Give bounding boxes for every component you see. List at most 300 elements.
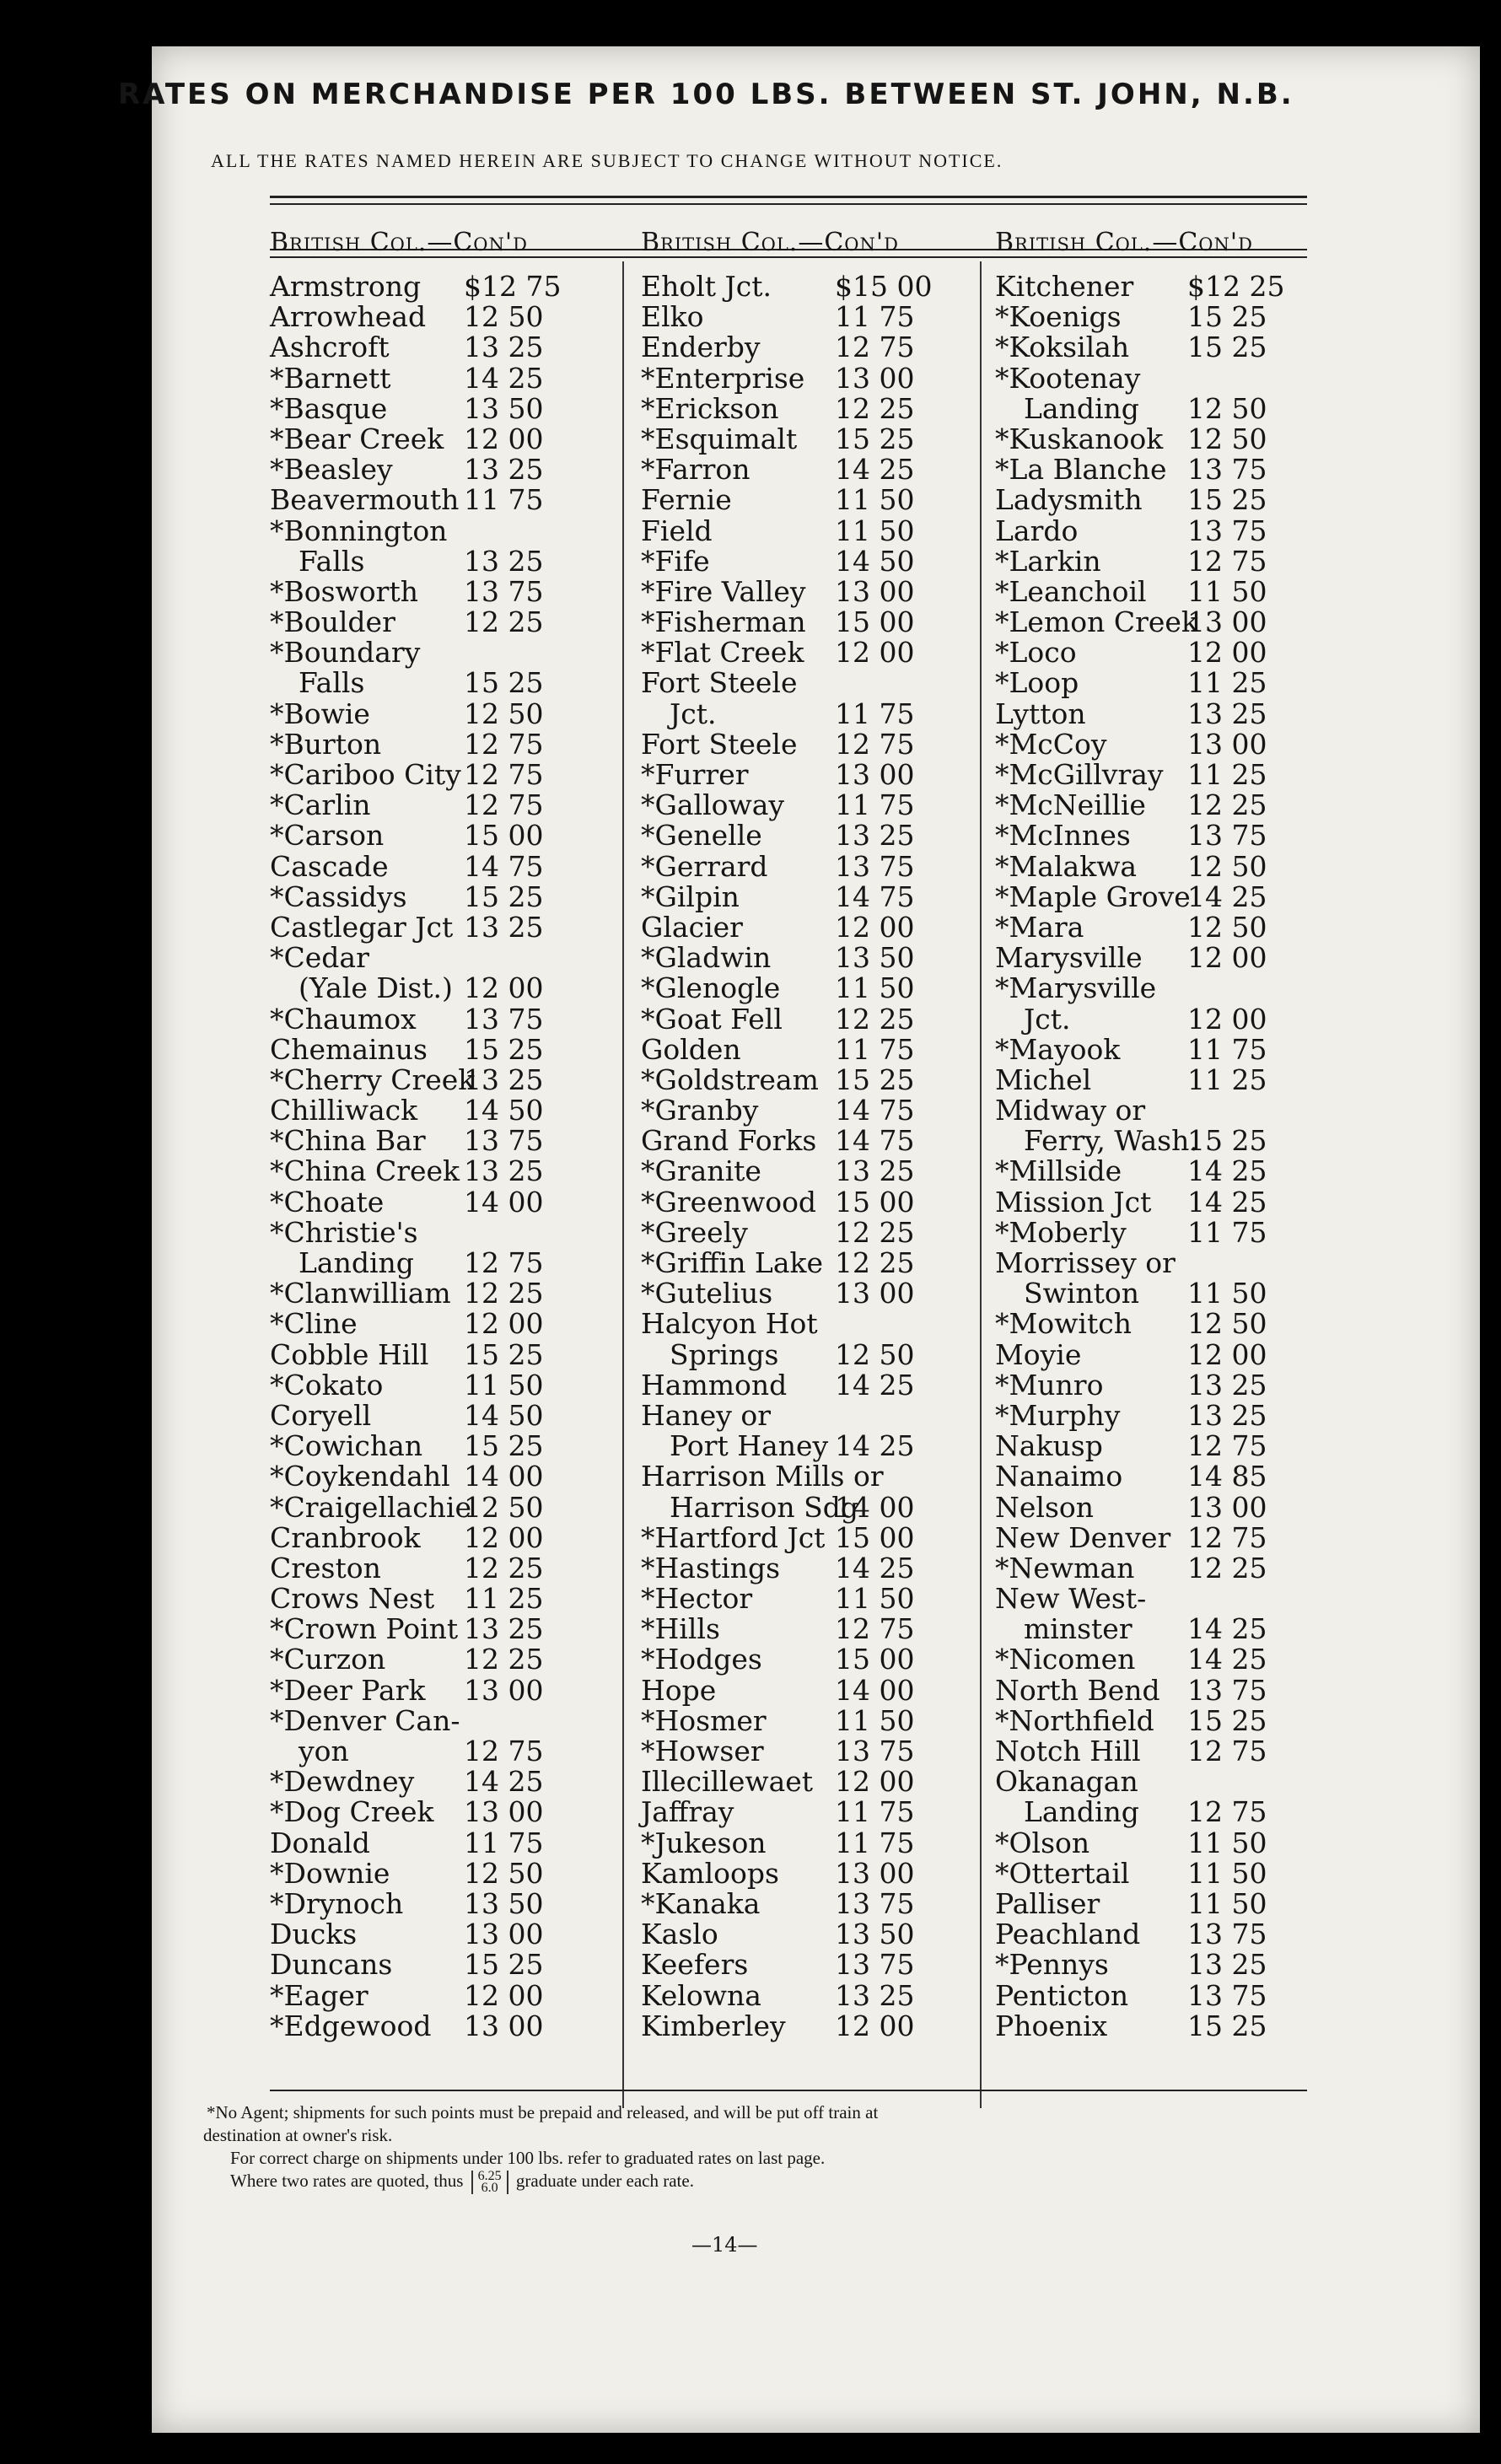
rate-value: 12 00 <box>464 422 544 455</box>
station-name: Arrowhead <box>270 300 427 334</box>
rate-list <box>641 272 987 2042</box>
rate-value: 13 25 <box>464 544 544 578</box>
rate-row <box>641 1126 987 1156</box>
rate-value: 13 75 <box>1187 1673 1267 1707</box>
rate-value: 15 25 <box>835 422 915 455</box>
station-name: Fernie <box>641 483 732 517</box>
station-name: Mission Jct <box>995 1185 1152 1219</box>
rate-value: 12 25 <box>835 1246 915 1279</box>
rate-value: 12 00 <box>464 1307 544 1341</box>
rate-column-1 <box>270 228 624 2042</box>
station-name: *Hills <box>641 1612 720 1646</box>
station-name: *Koenigs <box>995 300 1122 334</box>
rate-value: 13 75 <box>464 1124 544 1158</box>
station-name: *Ottertail <box>995 1856 1130 1890</box>
rate-row <box>995 638 1324 668</box>
rate-value: 13 25 <box>464 1612 544 1646</box>
station-name: Donald <box>270 1826 370 1859</box>
rate-value: 15 00 <box>835 1520 915 1554</box>
rate-row <box>270 363 624 394</box>
rate-row <box>641 912 987 943</box>
station-name: Beavermouth <box>270 483 460 517</box>
rate-value: 13 75 <box>1187 453 1267 487</box>
rate-value: 12 25 <box>464 605 544 639</box>
rate-value: 11 75 <box>835 1032 915 1066</box>
rate-value: 13 25 <box>464 453 544 487</box>
rate-value: 15 25 <box>464 1032 544 1066</box>
rate-row <box>270 973 624 1003</box>
station-name: *Marysville <box>995 971 1157 1005</box>
station-name: Falls <box>299 544 365 578</box>
rate-fraction-top: 6.25 <box>477 2169 502 2184</box>
rate-value: 15 25 <box>1187 1124 1267 1158</box>
station-name: *Burton <box>270 727 382 761</box>
rate-value: 11 50 <box>835 1582 915 1616</box>
station-name: *Maple Grove <box>995 880 1191 913</box>
rate-row <box>270 1215 624 1249</box>
rate-row <box>270 1584 624 1614</box>
station-name: *Hartford Jct <box>641 1520 826 1554</box>
rate-row <box>995 1614 1324 1644</box>
rate-row <box>641 574 987 608</box>
rate-row <box>270 882 624 912</box>
rate-row <box>995 1490 1324 1524</box>
rate-row <box>995 1644 1324 1675</box>
station-name: Chilliwack <box>270 1094 418 1127</box>
rate-row <box>995 849 1324 883</box>
rate-value: 14 00 <box>835 1490 915 1524</box>
footnotes <box>203 2101 1345 2196</box>
rate-row <box>270 574 624 608</box>
station-name: *Boulder <box>270 605 395 639</box>
station-name: Ashcroft <box>270 331 390 364</box>
station-name: *Gilpin <box>641 880 740 913</box>
rate-row <box>641 1095 987 1126</box>
station-name: *Dewdney <box>270 1765 415 1799</box>
rate-value: 13 75 <box>1187 819 1267 853</box>
station-name: Chemainus <box>270 1032 428 1066</box>
rate-value: 13 75 <box>1187 514 1267 547</box>
station-name: *Coykendahl <box>270 1460 450 1493</box>
station-name: Golden <box>641 1032 741 1066</box>
station-name: Coryell <box>270 1398 372 1432</box>
station-name: Creston <box>270 1551 381 1584</box>
rate-row <box>995 2011 1324 2042</box>
station-name: Crows Nest <box>270 1582 435 1616</box>
rate-row <box>641 1461 987 1492</box>
rate-value: 12 75 <box>1187 544 1267 578</box>
rate-value: 11 50 <box>835 483 915 517</box>
rate-value: 12 25 <box>835 1215 915 1249</box>
rate-value: 13 75 <box>464 1002 544 1036</box>
rate-value: 12 25 <box>835 1002 915 1036</box>
station-name: *Moberly <box>995 1215 1127 1249</box>
rate-row <box>995 1004 1324 1035</box>
station-name: *Olson <box>995 1826 1090 1859</box>
rate-value: 11 50 <box>835 971 915 1005</box>
station-name: *Deer Park <box>270 1673 426 1707</box>
station-name: *Chaumox <box>270 1002 417 1036</box>
station-name: Glacier <box>641 910 743 944</box>
rate-value: 13 25 <box>464 1154 544 1188</box>
rate-row <box>641 1978 987 2012</box>
station-name: *Greenwood <box>641 1185 817 1219</box>
rate-row <box>641 1673 987 1707</box>
station-name: Nanaimo <box>995 1460 1123 1493</box>
rate-row <box>995 820 1324 851</box>
rate-row <box>995 1156 1324 1186</box>
rate-row <box>641 1490 987 1524</box>
rate-value: 13 25 <box>464 331 544 364</box>
rate-value: 12 00 <box>1187 1002 1267 1036</box>
station-name: *Howser <box>641 1735 764 1767</box>
rate-value: 14 75 <box>835 880 915 913</box>
station-name: *Cline <box>270 1307 358 1341</box>
rate-row <box>995 302 1324 332</box>
rate-row <box>995 424 1324 455</box>
station-name: *Carson <box>270 819 385 853</box>
rate-row <box>995 1309 1324 1339</box>
rate-row <box>995 699 1324 729</box>
rate-value: 12 75 <box>464 788 544 822</box>
rate-value: 15 25 <box>464 1429 544 1463</box>
rate-value: 15 25 <box>1187 300 1267 334</box>
rate-value: 14 85 <box>1187 1460 1267 1493</box>
rate-value: 12 00 <box>835 2009 915 2042</box>
rate-value: 12 75 <box>835 1612 915 1646</box>
rate-row <box>270 1553 624 1584</box>
station-name: Landing <box>1024 1795 1139 1829</box>
rate-row <box>641 1004 987 1035</box>
station-name: Marysville <box>995 941 1143 975</box>
rate-row <box>995 1797 1324 1827</box>
footnote-no-agent: *No Agent; shipments for such points must be prepaid and released, and will be put off train at <box>207 2102 879 2122</box>
station-name: *Gerrard <box>641 849 768 883</box>
station-name: Cobble Hill <box>270 1337 429 1371</box>
divider <box>270 2090 1307 2091</box>
rate-row <box>995 668 1324 698</box>
station-name: *Furrer <box>641 758 749 791</box>
rate-value: 15 25 <box>1187 2009 1267 2042</box>
station-name: Palliser <box>995 1886 1100 1920</box>
rate-row <box>641 973 987 1003</box>
rate-value: 11 50 <box>464 1368 544 1401</box>
rate-value: 11 50 <box>1187 1277 1267 1310</box>
rate-value: 11 75 <box>835 788 915 822</box>
rate-row <box>641 790 987 820</box>
rate-row <box>995 1978 1324 2012</box>
station-name: *Mowitch <box>995 1307 1132 1341</box>
rate-value: 14 25 <box>835 1429 915 1463</box>
station-name: Landing <box>299 1246 414 1279</box>
rate-row <box>270 1004 624 1035</box>
rate-value: 13 25 <box>464 910 544 944</box>
rate-row <box>270 1337 624 1371</box>
rate-row <box>641 943 987 973</box>
rate-value: 13 50 <box>835 1918 915 1951</box>
rate-row <box>270 668 624 698</box>
rate-value: 13 25 <box>835 1978 915 2012</box>
station-name: Harrison Sdg <box>670 1490 858 1524</box>
station-name: *Dog Creek <box>270 1795 434 1829</box>
station-name: Eholt Jct. <box>641 270 772 303</box>
station-name: *Bowie <box>270 697 370 730</box>
station-name: *Gladwin <box>641 941 772 975</box>
station-name: *Munro <box>995 1368 1104 1401</box>
rate-value: $12 75 <box>464 270 562 303</box>
rate-value: 15 25 <box>1187 331 1267 364</box>
rate-row <box>995 1248 1324 1278</box>
rate-list <box>270 272 624 2042</box>
rate-row <box>995 1065 1324 1095</box>
rate-value: 13 25 <box>1187 697 1267 730</box>
rate-value: 11 50 <box>1187 1856 1267 1890</box>
station-name: *Lemon Creek <box>995 605 1198 639</box>
station-name: (Yale Dist.) <box>299 971 453 1005</box>
station-name: Morrissey or <box>995 1246 1176 1279</box>
rate-row <box>641 1584 987 1614</box>
rate-row <box>995 363 1324 394</box>
rate-row <box>641 1767 987 1797</box>
rate-value: 15 25 <box>464 1337 544 1371</box>
rate-value: 14 25 <box>1187 880 1267 913</box>
station-name: *Larkin <box>995 544 1101 578</box>
rate-row <box>270 820 624 851</box>
station-name: Harrison Mills or <box>641 1460 884 1493</box>
column-title: British Col.—Con'd <box>270 228 528 257</box>
rate-value: 11 75 <box>1187 1215 1267 1249</box>
rate-row <box>995 546 1324 577</box>
rate-value: 13 00 <box>1187 727 1267 761</box>
station-name: *Galloway <box>641 788 785 822</box>
rate-value: 13 00 <box>835 574 915 608</box>
rate-value: 11 75 <box>835 1826 915 1859</box>
rate-row <box>995 1736 1324 1767</box>
rate-row <box>270 1950 624 1980</box>
rate-value: 12 50 <box>464 1490 544 1524</box>
station-name: *Goat Fell <box>641 1002 783 1036</box>
rate-row <box>270 1736 624 1767</box>
rate-row <box>641 1553 987 1584</box>
rate-value: 14 00 <box>464 1460 544 1493</box>
rate-value: 11 75 <box>835 697 915 730</box>
rate-row <box>270 638 624 668</box>
station-name: *Farron <box>641 453 750 487</box>
rate-row <box>641 1065 987 1095</box>
station-name: Okanagan <box>995 1765 1138 1799</box>
rate-value: 11 25 <box>1187 1063 1267 1096</box>
rate-column-2 <box>641 228 987 2042</box>
station-name: Nakusp <box>995 1429 1103 1463</box>
rate-row <box>995 1520 1324 1554</box>
rate-column-3 <box>995 228 1324 2042</box>
rate-value: 12 25 <box>1187 1551 1267 1584</box>
station-name: Kaslo <box>641 1918 718 1951</box>
rate-value: 12 50 <box>1187 422 1267 455</box>
station-name: Penticton <box>995 1978 1129 2012</box>
rate-value: 13 50 <box>464 391 544 425</box>
station-name: *Cedar <box>270 941 369 975</box>
rate-value: 12 00 <box>464 1978 544 2012</box>
station-name: Kamloops <box>641 1856 779 1890</box>
rate-value: 12 75 <box>464 1735 544 1767</box>
rate-row <box>641 1032 987 1066</box>
rate-row <box>641 1215 987 1249</box>
station-name: *Basque <box>270 391 388 425</box>
rate-value: 15 25 <box>835 1063 915 1096</box>
rate-row <box>270 332 624 363</box>
rate-value: 15 00 <box>835 1643 915 1676</box>
column-divider <box>622 261 624 2108</box>
station-name: *Curzon <box>270 1643 386 1676</box>
rate-value: 15 25 <box>464 666 544 700</box>
rate-value: 13 75 <box>835 1948 915 1982</box>
station-name: *Cowichan <box>270 1429 423 1463</box>
station-name: Midway or <box>995 1094 1146 1127</box>
rate-row <box>641 1919 987 1950</box>
rate-row <box>641 1703 987 1737</box>
station-name: Illecillewaet <box>641 1765 814 1799</box>
station-name: *Mayook <box>995 1032 1121 1066</box>
rate-row <box>641 760 987 790</box>
footnote-correct-charge: For correct charge on shipments under 100 lbs. refer to graduated rates on last page. <box>230 2148 826 2168</box>
station-name: *Hector <box>641 1582 753 1616</box>
rate-row <box>270 1370 624 1401</box>
station-name: *McInnes <box>995 819 1131 853</box>
change-notice: ALL THE RATES NAMED HEREIN ARE SUBJECT TO CHANGE WITHOUT NOTICE. <box>211 150 1003 171</box>
station-name: Keefers <box>641 1948 749 1982</box>
rate-row <box>995 912 1324 943</box>
rate-row <box>270 1278 624 1309</box>
rate-value: 14 25 <box>464 1765 544 1799</box>
rate-value: 12 75 <box>1187 1520 1267 1554</box>
rate-row <box>641 1370 987 1401</box>
rate-row <box>995 1398 1324 1432</box>
rate-row <box>995 607 1324 638</box>
rate-value: 12 75 <box>464 758 544 791</box>
rate-row <box>641 1886 987 1920</box>
rate-row <box>270 912 624 943</box>
rate-row <box>270 790 624 820</box>
station-name: Castlegar Jct <box>270 910 454 944</box>
rate-row <box>270 1126 624 1156</box>
rate-row <box>270 1187 624 1218</box>
rate-value: 13 25 <box>1187 1368 1267 1401</box>
station-name: Michel <box>995 1063 1092 1096</box>
rate-value: 13 00 <box>1187 605 1267 639</box>
rate-row <box>641 1797 987 1827</box>
rate-value: 13 75 <box>1187 1978 1267 2012</box>
station-name: *Cassidys <box>270 880 407 913</box>
station-name: Jct. <box>1024 1002 1071 1036</box>
rate-value: 11 75 <box>835 300 915 334</box>
rate-value: 14 25 <box>1187 1185 1267 1219</box>
rate-value: 12 00 <box>1187 1337 1267 1371</box>
station-name: *Hastings <box>641 1551 781 1584</box>
rate-value: 12 50 <box>1187 849 1267 883</box>
station-name: Springs <box>670 1337 779 1371</box>
rate-row <box>995 1919 1324 1950</box>
station-name: Elko <box>641 300 704 334</box>
station-name: *Bonnington <box>270 514 448 547</box>
rate-row <box>641 1431 987 1461</box>
rate-value: 13 00 <box>835 1856 915 1890</box>
rate-value: 13 75 <box>835 1735 915 1767</box>
rate-value: 13 25 <box>1187 1398 1267 1432</box>
station-name: *Murphy <box>995 1398 1121 1432</box>
rate-list <box>995 272 1324 2042</box>
station-name: *Beasley <box>270 453 393 487</box>
rate-row <box>641 485 987 515</box>
rate-row <box>995 574 1324 608</box>
station-name: yon <box>299 1735 349 1767</box>
rate-row <box>270 1065 624 1095</box>
rate-row <box>270 943 624 973</box>
page-number: —14— <box>691 2233 758 2257</box>
station-name: *Carlin <box>270 788 371 822</box>
rate-row <box>641 729 987 760</box>
rate-value: 12 50 <box>1187 391 1267 425</box>
station-name: Nelson <box>995 1490 1095 1524</box>
rate-row <box>995 1553 1324 1584</box>
rate-value: 14 50 <box>835 544 915 578</box>
rate-value: 13 00 <box>464 1918 544 1951</box>
rate-row <box>641 820 987 851</box>
station-name: *Flat Creek <box>641 636 804 670</box>
station-name: North Bend <box>995 1673 1160 1707</box>
rate-row <box>995 1828 1324 1859</box>
station-name: Field <box>641 514 713 547</box>
rate-value: 13 00 <box>464 1795 544 1829</box>
rate-row <box>995 1032 1324 1066</box>
rate-row <box>270 849 624 883</box>
rate-row <box>270 729 624 760</box>
footnote-two-rates <box>230 2170 1345 2194</box>
rate-value: 13 75 <box>464 574 544 608</box>
rate-value: 11 50 <box>1187 1886 1267 1920</box>
station-name: *Granby <box>641 1094 759 1127</box>
rate-value: 14 00 <box>835 1673 915 1707</box>
rate-value: 12 25 <box>1187 788 1267 822</box>
rate-row <box>270 1398 624 1432</box>
page-title: RATES ON MERCHANDISE PER 100 LBS. BETWEEN ST. JOHN, N.B. <box>118 78 1294 111</box>
rate-row <box>270 760 624 790</box>
rate-row <box>270 391 624 425</box>
rate-value: 14 75 <box>835 1094 915 1127</box>
rate-value: 12 75 <box>835 727 915 761</box>
station-name: Ferry, Wash. <box>1024 1124 1198 1158</box>
station-name: Phoenix <box>995 2009 1108 2042</box>
divider <box>270 196 1307 198</box>
rate-row <box>641 363 987 394</box>
rate-row <box>270 272 624 302</box>
station-name: Grand Forks <box>641 1124 817 1158</box>
rate-row <box>641 1398 987 1432</box>
rate-value: 13 25 <box>835 819 915 853</box>
rate-row <box>641 1248 987 1278</box>
rate-value: 15 25 <box>464 880 544 913</box>
rate-value: 12 25 <box>835 391 915 425</box>
rate-row <box>270 455 624 485</box>
station-name: Enderby <box>641 331 761 364</box>
station-name: *Gutelius <box>641 1277 773 1310</box>
rate-value: 11 50 <box>835 1703 915 1737</box>
station-name: Jaffray <box>641 1795 734 1829</box>
rate-fraction-bottom: 6.0 <box>481 2181 498 2196</box>
rate-row <box>270 1309 624 1339</box>
station-name: Kelowna <box>641 1978 761 2012</box>
station-name: Peachland <box>995 1918 1141 1951</box>
